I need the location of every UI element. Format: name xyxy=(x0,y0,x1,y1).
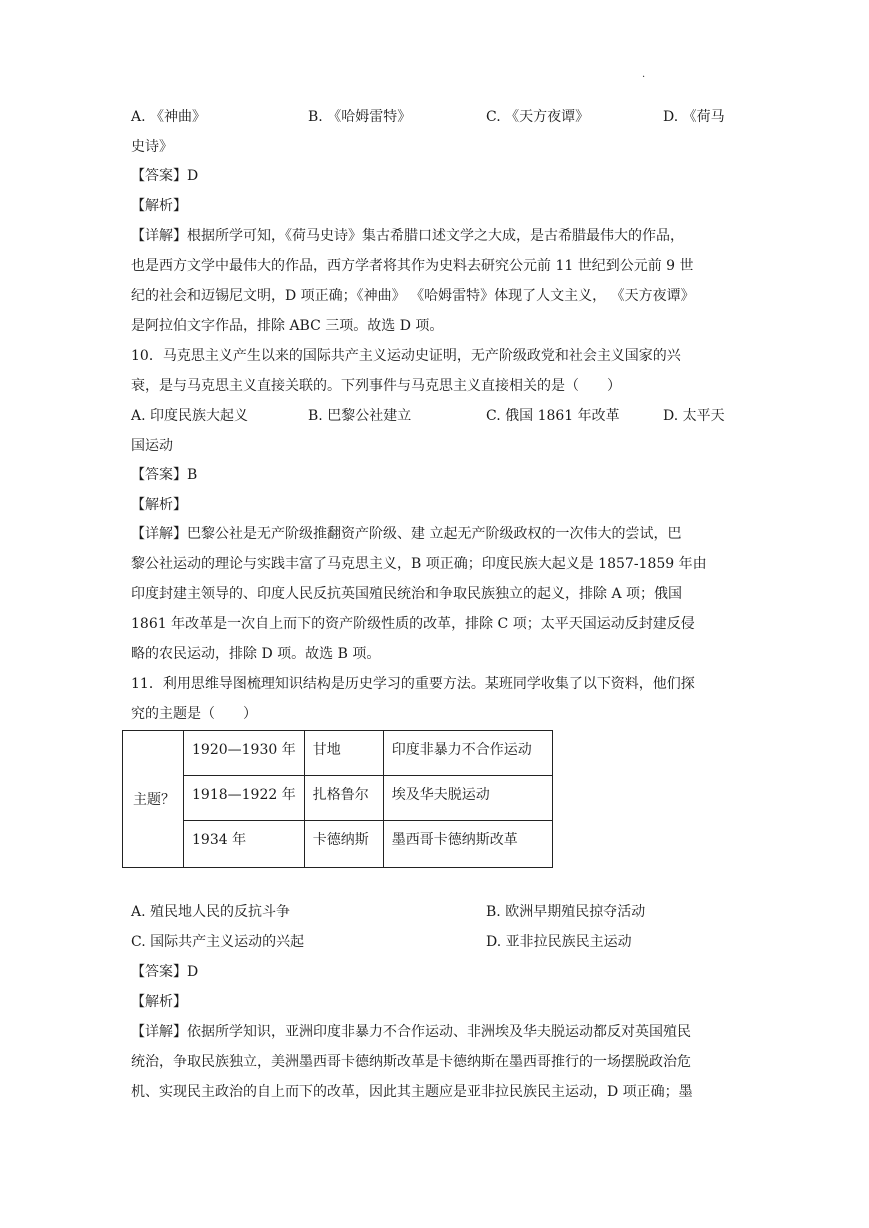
q11-option-b: B. 欧洲早期殖民掠夺活动 xyxy=(486,904,646,920)
q11-option-d: D. 亚非拉民族民主运动 xyxy=(486,934,632,950)
table-cell-period: 1934 年 xyxy=(184,821,305,868)
table-row xyxy=(123,731,553,776)
q9-option-b: B. 《哈姆雷特》 xyxy=(308,109,412,125)
q11-detail-line: 【详解】依据所学知识，亚洲印度非暴力不合作运动、非洲埃及华夫脱运动都反对英国殖民 xyxy=(131,1024,691,1040)
q11-detail-line: 机、实现民主政治的自上而下的改革，因此其主题应是亚非拉民族民主运动，D 项正确；墨 xyxy=(131,1084,693,1100)
q10-option-wrap: 国运动 xyxy=(131,438,173,454)
q11-stem-line: 11．利用思维导图梳理知识结构是历史学习的重要方法。某班同学收集了以下资料，他们探 xyxy=(131,676,695,692)
q11-option-a: A. 殖民地人民的反抗斗争 xyxy=(131,904,291,920)
q10-option-b: B. 巴黎公社建立 xyxy=(308,408,412,424)
q10-answer: 【答案】B xyxy=(131,467,198,483)
table-topic-cell: 主题？ xyxy=(123,731,184,868)
table-cell-period: 1920—1930 年 xyxy=(184,731,305,776)
table-cell-person: 卡德纳斯 xyxy=(304,821,383,868)
q11-answer: 【答案】D xyxy=(131,964,199,980)
table-row xyxy=(123,776,553,821)
q9-answer: 【答案】D xyxy=(131,168,199,184)
q11-detail-line: 统治，争取民族独立，美洲墨西哥卡德纳斯改革是卡德纳斯在墨西哥推行的一场摆脱政治危 xyxy=(131,1054,691,1070)
header-dot: · xyxy=(642,72,646,83)
table-cell-period: 1918—1922 年 xyxy=(184,776,305,821)
table-cell-person: 甘地 xyxy=(304,731,383,776)
table-cell-person: 扎格鲁尔 xyxy=(304,776,383,821)
q11-stem-line: 究的主题是（ ） xyxy=(131,706,257,722)
table-cell-event: 印度非暴力不合作运动 xyxy=(383,731,552,776)
q10-option-c: C. 俄国 1861 年改革 xyxy=(486,408,620,424)
q9-analysis-label: 【解析】 xyxy=(131,198,187,214)
q10-detail-line: 【详解】巴黎公社是无产阶级推翻资产阶级、建 立起无产阶级政权的一次伟大的尝试，巴 xyxy=(131,526,682,542)
q10-stem-line: 10．马克思主义产生以来的国际共产主义运动史证明，无产阶级政党和社会主义国家的兴 xyxy=(131,348,681,364)
q10-detail-line: 1861 年改革是一次自上而下的资产阶级性质的改革，排除 C 项；太平天国运动反封建反侵 xyxy=(131,616,695,632)
q9-detail-line: 是阿拉伯文字作品，排除 ABC 三项。故选 D 项。 xyxy=(131,318,444,334)
q10-detail-line: 黎公社运动的理论与实践丰富了马克思主义，B 项正确；印度民族大起义是 1857-1859 年由 xyxy=(131,556,707,572)
q10-detail-line: 印度封建主领导的、印度人民反抗英国殖民统治和争取民族独立的起义，排除 A 项；俄国 xyxy=(131,586,683,602)
q10-stem-line: 衰，是与马克思主义直接关联的。下列事件与马克思主义直接相关的是（ ） xyxy=(131,378,621,394)
q9-detail-line: 纪的社会和迈锡尼文明，D 项正确；《神曲》 《哈姆雷特》体现了人文主义， 《天方夜谭》 xyxy=(131,288,695,304)
q9-option-d: D. 《荷马 xyxy=(663,109,725,125)
q11-table xyxy=(122,730,553,868)
q9-option-c: C. 《天方夜谭》 xyxy=(486,109,590,125)
q10-analysis-label: 【解析】 xyxy=(131,497,187,513)
q11-option-c: C. 国际共产主义运动的兴起 xyxy=(131,934,305,950)
q10-option-d: D. 太平天 xyxy=(663,408,725,424)
q9-detail-line: 【详解】根据所学可知，《荷马史诗》集古希腊口述文学之大成，是古希腊最伟大的作品， xyxy=(131,228,684,244)
table-cell-event: 墨西哥卡德纳斯改革 xyxy=(383,821,552,868)
table-cell-event: 埃及华夫脱运动 xyxy=(383,776,552,821)
q10-detail-line: 略的农民运动，排除 D 项。故选 B 项。 xyxy=(131,646,381,662)
q9-option-wrap: 史诗》 xyxy=(131,139,173,155)
q9-detail-line: 也是西方文学中最伟大的作品，西方学者将其作为史料去研究公元前 11 世纪到公元前 9 世 xyxy=(131,258,694,274)
q10-option-a: A. 印度民族大起义 xyxy=(131,408,249,424)
table-row xyxy=(123,821,553,868)
q11-analysis-label: 【解析】 xyxy=(131,994,187,1010)
q9-option-a: A. 《神曲》 xyxy=(131,109,207,125)
